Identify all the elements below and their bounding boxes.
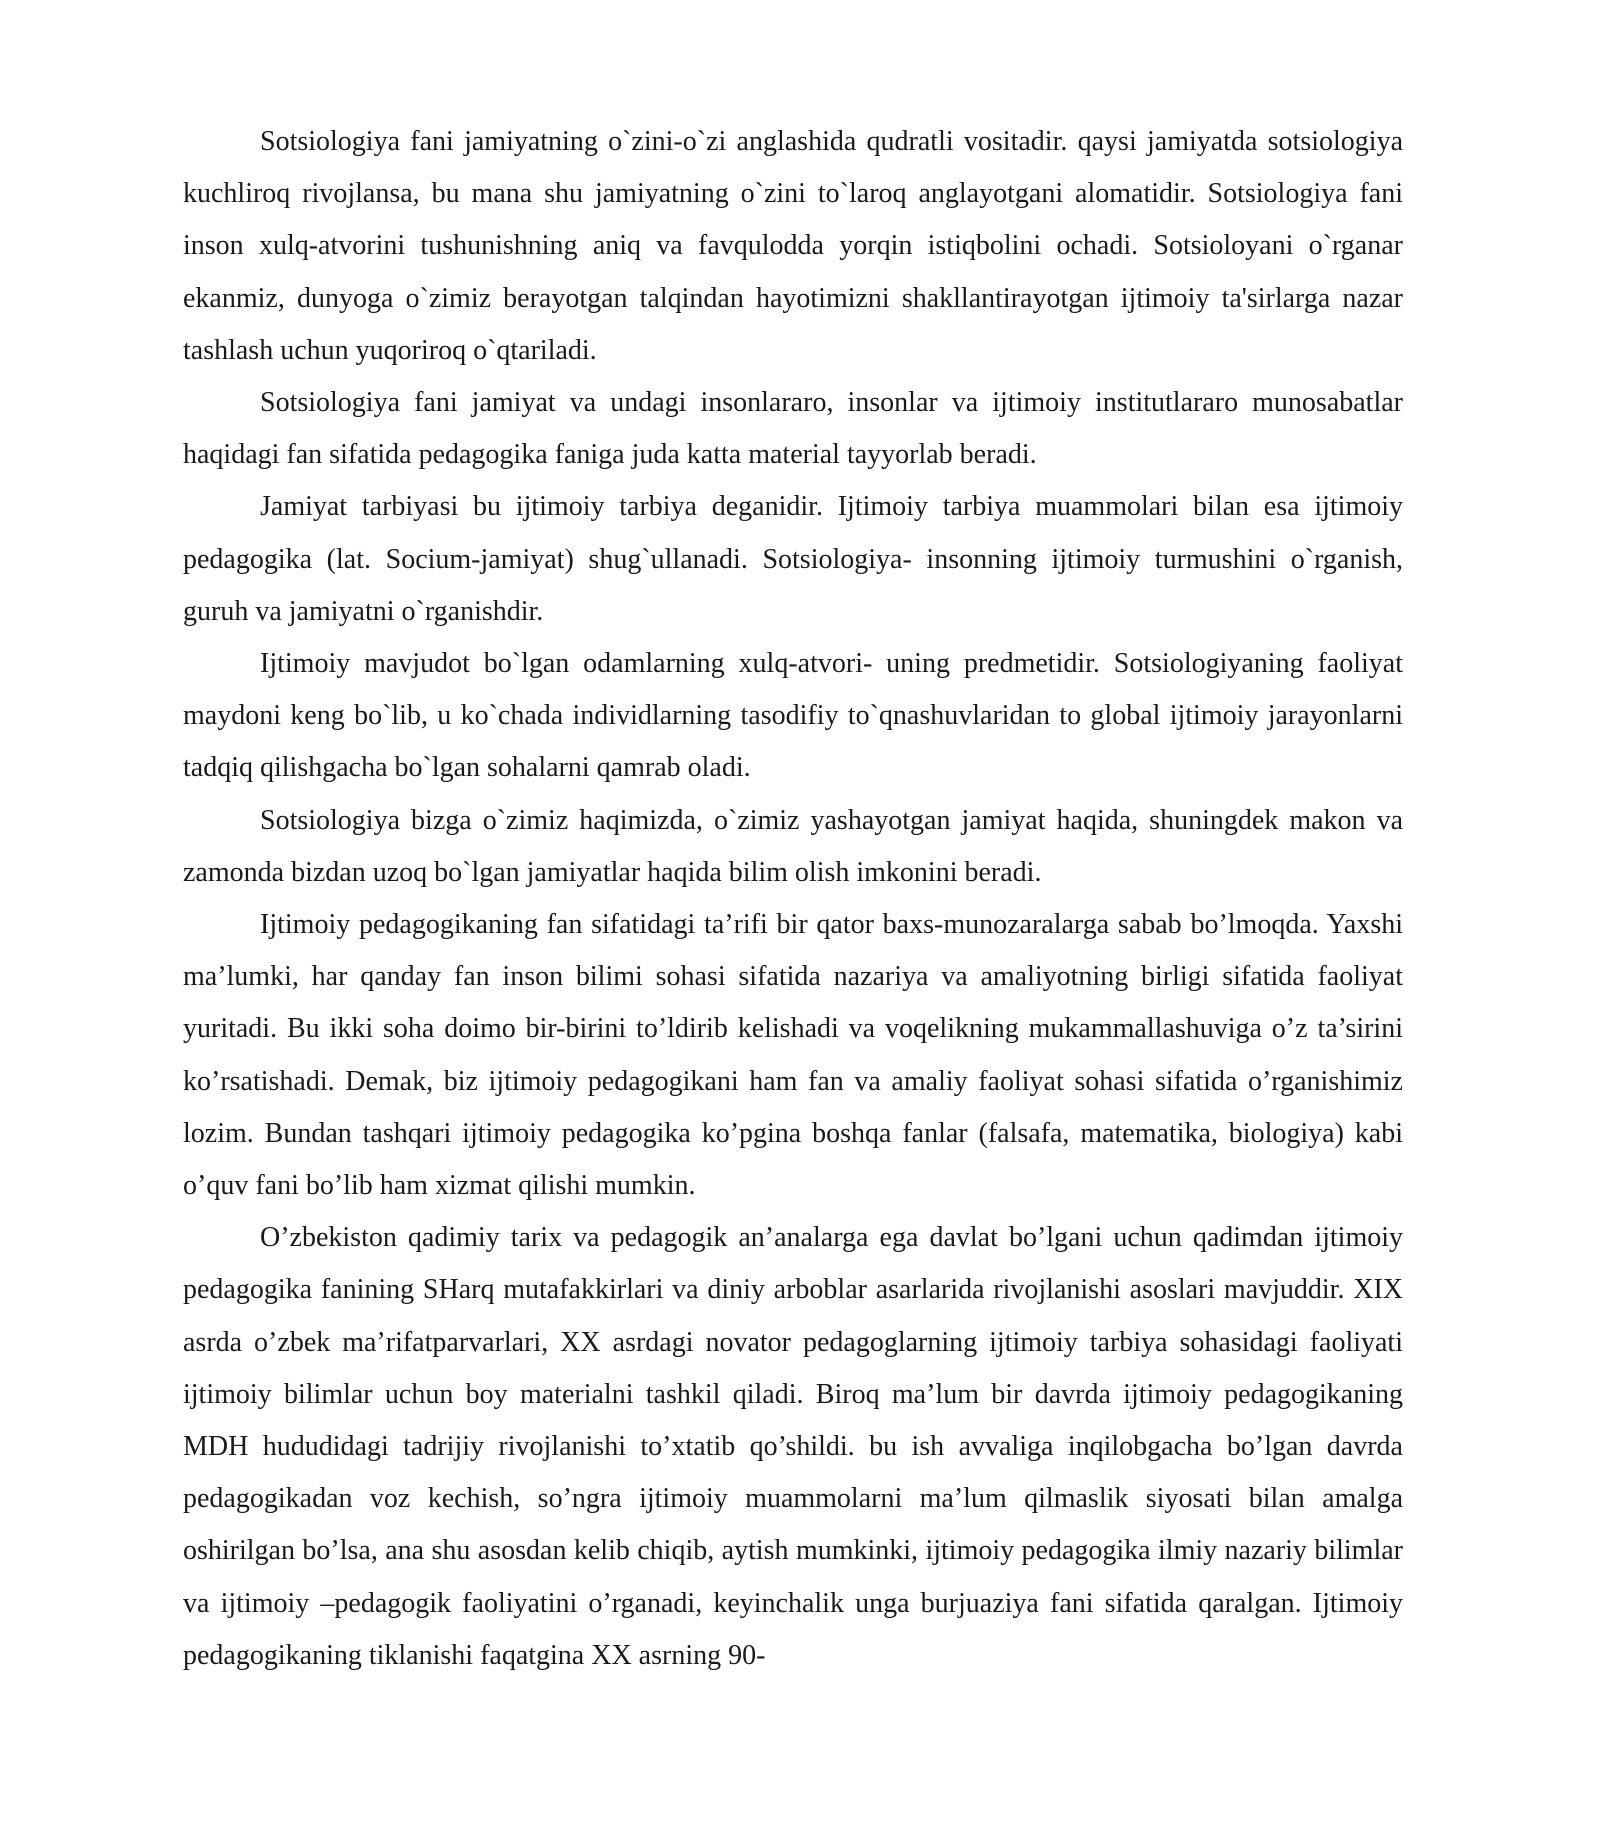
paragraph-4: Ijtimoiy mavjudot bo`lgan odamlarning xulq-atvori- uning predmetidir. Sotsiologiyaning faoliyat maydoni keng bo`lib, u ko`chada individlarning tasodifiy to`qnashuvlaridan to global ijtimoiy jarayonlarni tadqiq qilishgacha bo`lgan sohalarni qamrab oladi.	[183, 648, 1403, 784]
paragraph-3: Jamiyat tarbiyasi bu ijtimoiy tarbiya deganidir. Ijtimoiy tarbiya muammolari bilan esa ijtimoiy pedagogika (lat. Socium-jamiyat) shug`ullanadi. Sotsiologiya- insonning ijtimoiy turmushini o`rganish, guruh va jamiyatni o`rganishdir.	[183, 491, 1403, 627]
paragraph-6: Ijtimoiy pedagogikaning fan sifatidagi ta’rifi bir qator baxs-munozaralarga sabab bo’lmoqda. Yaxshi ma’lumki, har qanday fan inson bilimi sohasi sifatida nazariya va amaliyotning birligi sifatida faoliyat yuritadi. Bu ikki soha doimo bir-birini to’ldirib kelishadi va voqelikning mukammallashuviga o’z ta’sirini ko’rsatishadi. Demak, biz ijtimoiy pedagogikani ham fan va amaliy faoliyat sohasi sifatida o’rganishimiz lozim. Bundan tashqari ijtimoiy pedagogika ko’pgina boshqa fanlar (falsafa, matematika, biologiya) kabi o’quv fani bo’lib ham xizmat qilishi mumkin.	[183, 909, 1403, 1202]
paragraph-7: O’zbekiston qadimiy tarix va pedagogik an’analarga ega davlat bo’lgani uchun qadimdan ijtimoiy pedagogika fanining SHarq mutafakkirlari va diniy arboblar asarlarida rivojlanishi asoslari mavjuddir. XIX asrda o’zbek ma’rifatparvarlari, XX asrdagi novator pedagoglarning ijtimoiy tarbiya sohasidagi faoliyati ijtimoiy bilimlar uchun boy materialni tashkil qiladi. Biroq ma’lum bir davrda ijtimoiy pedagogikaning MDH hududidagi tadrijiy rivojlanishi to’xtatib qo’shildi. bu ish avvaliga inqilobgacha bo’lgan davrda pedagogikadan voz kechish, so’ngra ijtimoiy muammolarni ma’lum qilmaslik siyosati bilan amalga oshirilgan bo’lsa, ana shu asosdan kelib chiqib, aytish mumkinki, ijtimoiy pedagogika ilmiy nazariy bilimlar va ijtimoiy –pedagogik faoliyatini o’rganadi, keyinchalik unga burjuaziya fani sifatida qaralgan. Ijtimoiy pedagogikaning tiklanishi faqatgina XX asrning 90-	[183, 1222, 1403, 1671]
document-body	[183, 116, 1403, 1682]
paragraph-1: Sotsiologiya fani jamiyatning o`zini-o`zi anglashida qudratli vositadir. qaysi jamiyatda sotsiologiya kuchliroq rivojlansa, bu mana shu jamiyatning o`zini to`laroq anglayotgani alomatidir. Sotsiologiya fani inson xulq-atvorini tushunishning aniq va favqulodda yorqin istiqbolini ochadi. Sotsioloyani o`rganar ekanmiz, dunyoga o`zimiz berayotgan talqindan hayotimizni shakllantirayotgan ijtimoiy ta'sirlarga nazar tashlash uchun yuqoriroq o`qtariladi.	[183, 126, 1403, 366]
paragraph-2: Sotsiologiya fani jamiyat va undagi insonlararo, insonlar va ijtimoiy institutlararo munosabatlar haqidagi fan sifatida pedagogika faniga juda katta material tayyorlab beradi.	[183, 387, 1403, 471]
paragraph-5: Sotsiologiya bizga o`zimiz haqimizda, o`zimiz yashayotgan jamiyat haqida, shuningdek makon va zamonda bizdan uzoq bo`lgan jamiyatlar haqida bilim olish imkonini beradi.	[183, 804, 1403, 888]
